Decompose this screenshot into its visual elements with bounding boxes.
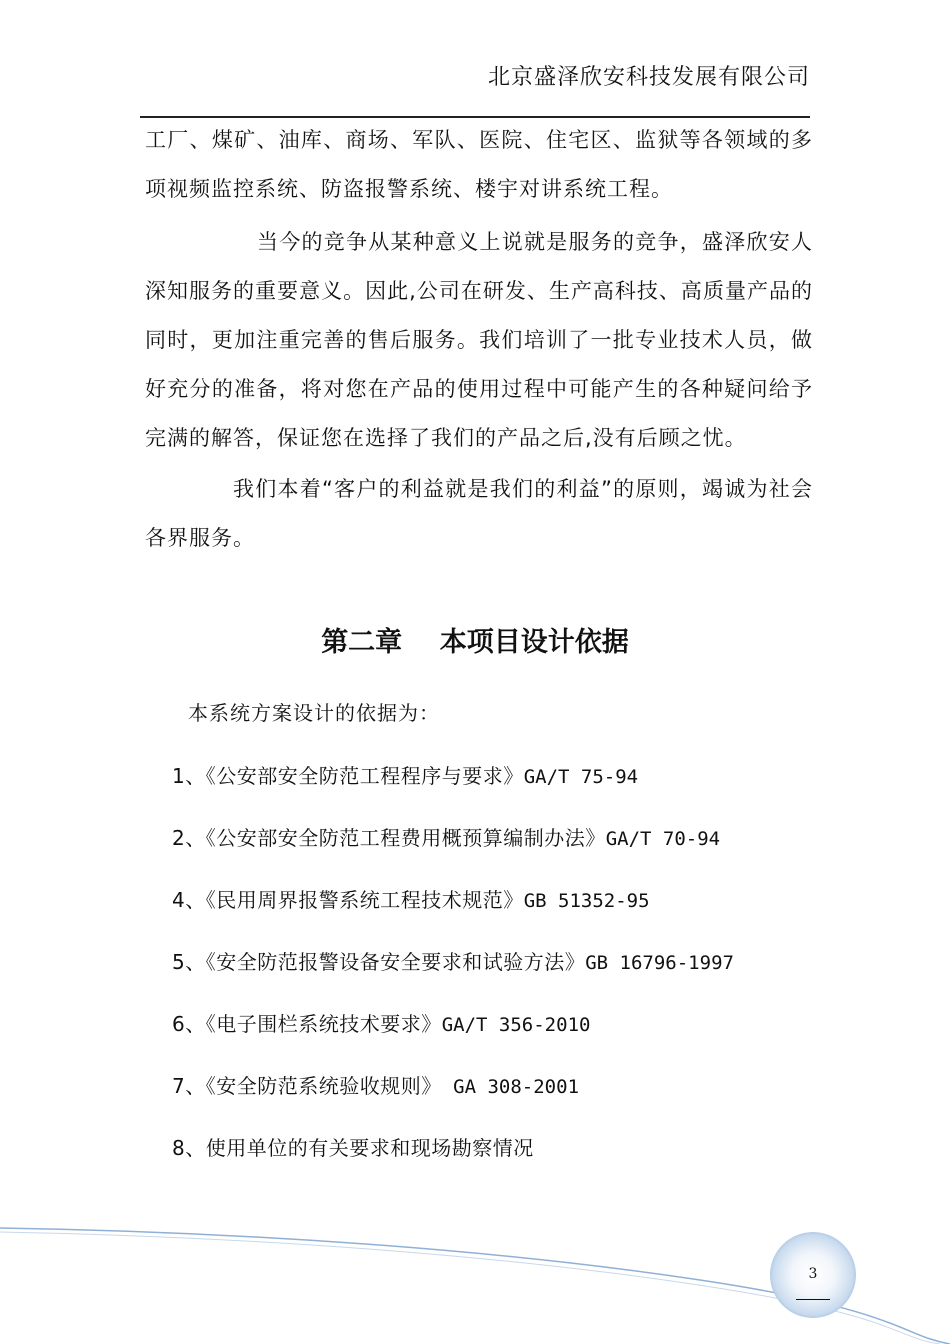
basis-item bbox=[172, 1070, 579, 1099]
body-paragraph-1: 工厂、煤矿、油库、商场、军队、医院、住宅区、监狱等各领域的多项视频监控系统、防盗报警系统、楼宇对讲系统工程。 bbox=[145, 128, 813, 201]
chapter-intro: 本系统方案设计的依据为： bbox=[188, 701, 440, 725]
basis-item bbox=[172, 822, 720, 851]
basis-item-code: GA/T 356-2010 bbox=[441, 1014, 591, 1036]
body-paragraph-3: 我们本着“客户的利益就是我们的利益”的原则，竭诚为社会各界服务。 bbox=[145, 477, 813, 550]
basis-item-label: 7、《安全防范系统验收规则》 bbox=[172, 1074, 442, 1098]
body-paragraph-2: 当今的竞争从某种意义上说就是服务的竞争，盛泽欣安人深知服务的重要意义。因此,公司在研发、生产高科技、高质量产品的同时，更加注重完善的售后服务。我们培训了一批专业技术人员，做好充分的准备，将对您在产品的使用过程中可能产生的各种疑问给予完满的解答，保证您在选择了我们的产品之后,没有后顾之忧。 bbox=[145, 230, 813, 450]
page-number-underline bbox=[796, 1299, 830, 1300]
header-company-name: 北京盛泽欣安科技发展有限公司 bbox=[487, 65, 810, 90]
basis-item bbox=[172, 946, 734, 975]
basis-item bbox=[172, 760, 638, 789]
chapter-title: 第二章 本项目设计依据 bbox=[321, 627, 629, 658]
basis-item bbox=[172, 884, 650, 913]
basis-item-code: GB 16796-1997 bbox=[585, 952, 734, 974]
basis-item-label: 5、《安全防范报警设备安全要求和试验方法》 bbox=[172, 950, 586, 974]
basis-item-label: 4、《民用周界报警系统工程技术规范》 bbox=[172, 888, 524, 912]
page-number: 3 bbox=[808, 1266, 818, 1282]
basis-item-label: 6、《电子围栏系统技术要求》 bbox=[172, 1012, 442, 1036]
basis-item-label: 2、《公安部安全防范工程费用概预算编制办法》 bbox=[172, 826, 606, 850]
basis-item-label: 1、《公安部安全防范工程程序与要求》 bbox=[172, 764, 524, 788]
basis-item-code: GA/T 75-94 bbox=[523, 766, 639, 788]
basis-item bbox=[172, 1008, 590, 1037]
basis-item bbox=[172, 1132, 534, 1161]
basis-item-code: GA/T 70-94 bbox=[605, 828, 721, 850]
basis-item-code: GA 308-2001 bbox=[441, 1076, 580, 1098]
basis-item-label: 8、使用单位的有关要求和现场勘察情况 bbox=[172, 1136, 534, 1160]
basis-item-code: GB 51352-95 bbox=[523, 890, 650, 912]
